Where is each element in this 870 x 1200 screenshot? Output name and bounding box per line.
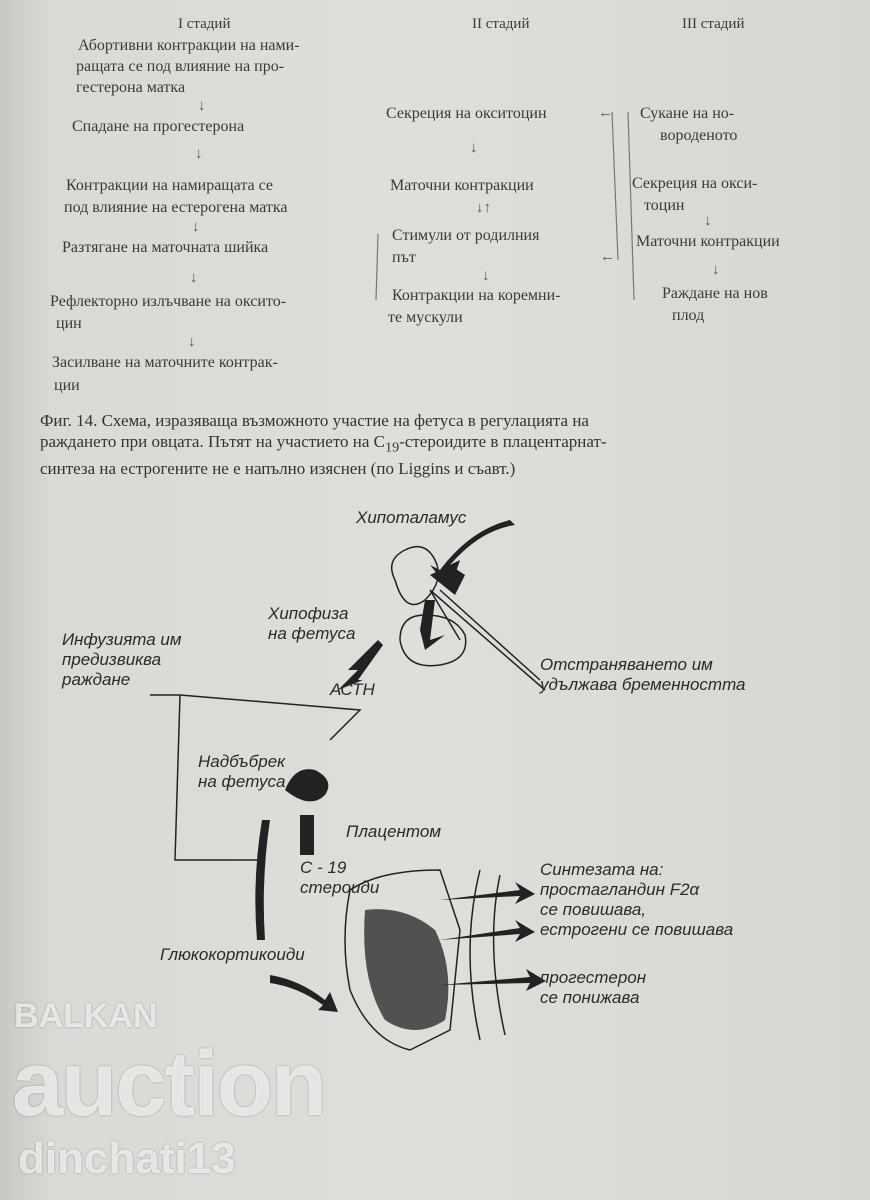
arrow-down-icon: ↓	[712, 262, 720, 278]
watermark-balkan: BALKAN	[14, 997, 158, 1035]
caption-line	[40, 431, 840, 458]
label-line: простагландин F2α	[540, 880, 700, 899]
arrow-down-icon: ↓	[482, 268, 490, 284]
stage3-line: Сукане на но-	[640, 105, 735, 122]
arrow-down-icon: ↓	[704, 213, 712, 229]
label-infusion	[62, 630, 182, 690]
stage3-line: плод	[672, 307, 705, 324]
label-pituitary	[268, 604, 355, 644]
arrow-down-icon: ↓	[190, 270, 198, 286]
stage1-line: ращата се под влияние на про-	[76, 58, 285, 75]
label-line: удължава бременността	[540, 675, 746, 694]
stage1-line: Спадане на прогестерона	[72, 118, 245, 135]
stage2-line: път	[392, 249, 416, 266]
stage2-line: Маточни контракции	[390, 177, 534, 194]
label-line: прогестерон	[540, 968, 647, 987]
label-line: раждане	[62, 670, 131, 689]
label-line: Отстраняването им	[540, 655, 713, 674]
stage1-line: Засилване на маточните контрак-	[52, 354, 278, 371]
watermark-auction: auction	[12, 1033, 326, 1135]
label-removal	[540, 655, 746, 695]
label-line: се понижава	[540, 988, 640, 1007]
stage1-line: гестерона матка	[76, 79, 186, 96]
caption-line: Фиг. 14. Схема, изразяваща възможното участие на фетуса в регулацията на	[40, 411, 589, 430]
label-line: Надбъбрек	[198, 752, 286, 771]
stage1-line: Рефлекторно излъчване на оксито-	[50, 293, 287, 310]
caption-text: -стероидите в плацентарнат-	[399, 432, 607, 451]
header-stage-2: II стадий	[472, 16, 530, 32]
label-line: предизвиква	[62, 650, 162, 669]
stage1-line: Абортивни контракции на нами-	[78, 37, 300, 54]
header-stage-1: I стадий	[178, 16, 231, 32]
arrow-left-icon: ←	[600, 249, 615, 265]
stage3-line: вороденото	[660, 127, 738, 144]
stage1-line: цин	[56, 315, 82, 332]
stage1-line: Разтягане на маточната шийка	[62, 239, 269, 256]
label-line: С - 19	[300, 858, 347, 877]
stage3-line: Секреция на окси-	[632, 175, 758, 192]
label-line: стероиди	[300, 878, 380, 897]
stage2-line: Стимули от родилния	[392, 227, 540, 244]
label-glucocorticoids: Глюкокортикоиди	[160, 945, 305, 964]
caption-subscript: 19	[385, 439, 400, 456]
arrow-down-up-icon: ↓↑	[476, 200, 491, 216]
stage1-line: под влияние на естерогена матка	[64, 199, 288, 216]
figure-caption	[40, 410, 840, 479]
label-c19-steroids	[300, 858, 379, 898]
label-hypothalamus: Хипоталамус	[356, 508, 467, 527]
label-synthesis	[540, 860, 733, 940]
stage3-line: Маточни контракции	[636, 233, 780, 250]
stage1-line: ции	[54, 377, 80, 394]
label-line: Инфузията им	[62, 630, 182, 649]
label-placentome: Плацентом	[346, 822, 441, 841]
stage3-line: Раждане на нов	[662, 285, 768, 302]
label-line: естрогени се повишава	[540, 920, 734, 939]
label-line: Синтезата на:	[540, 860, 664, 879]
caption-text: раждането при овцата. Пътят на участието на C	[40, 432, 386, 451]
stage1-line: Контракции на намиращата се	[66, 177, 273, 194]
label-acth: АСТН	[330, 680, 375, 699]
label-line: се повишава,	[540, 900, 647, 919]
arrow-down-icon: ↓	[192, 219, 200, 235]
arrow-down-icon: ↓	[188, 334, 196, 350]
stage2-line: Контракции на коремни-	[392, 287, 561, 304]
arrow-down-icon: ↓	[198, 98, 206, 114]
arrow-down-icon: ↓	[470, 140, 478, 156]
arrow-down-icon: ↓	[195, 146, 203, 162]
label-line: Хипофиза	[268, 604, 349, 623]
label-line: на фетуса	[268, 624, 356, 643]
label-progesterone	[540, 968, 646, 1008]
header-stage-3: III стадий	[682, 16, 745, 32]
stage2-line: те мускули	[388, 309, 463, 326]
stage3-line: тоцин	[644, 197, 685, 214]
caption-line: синтеза на естрогените не е напълно изяснен (по Liggins и съавт.)	[40, 459, 516, 479]
label-line: на фетуса	[198, 772, 286, 791]
arrow-left-icon: ←	[598, 105, 613, 121]
watermark-user: dinchati13	[18, 1134, 236, 1183]
stage2-line: Секреция на окситоцин	[386, 105, 547, 122]
label-adrenal	[198, 752, 285, 792]
